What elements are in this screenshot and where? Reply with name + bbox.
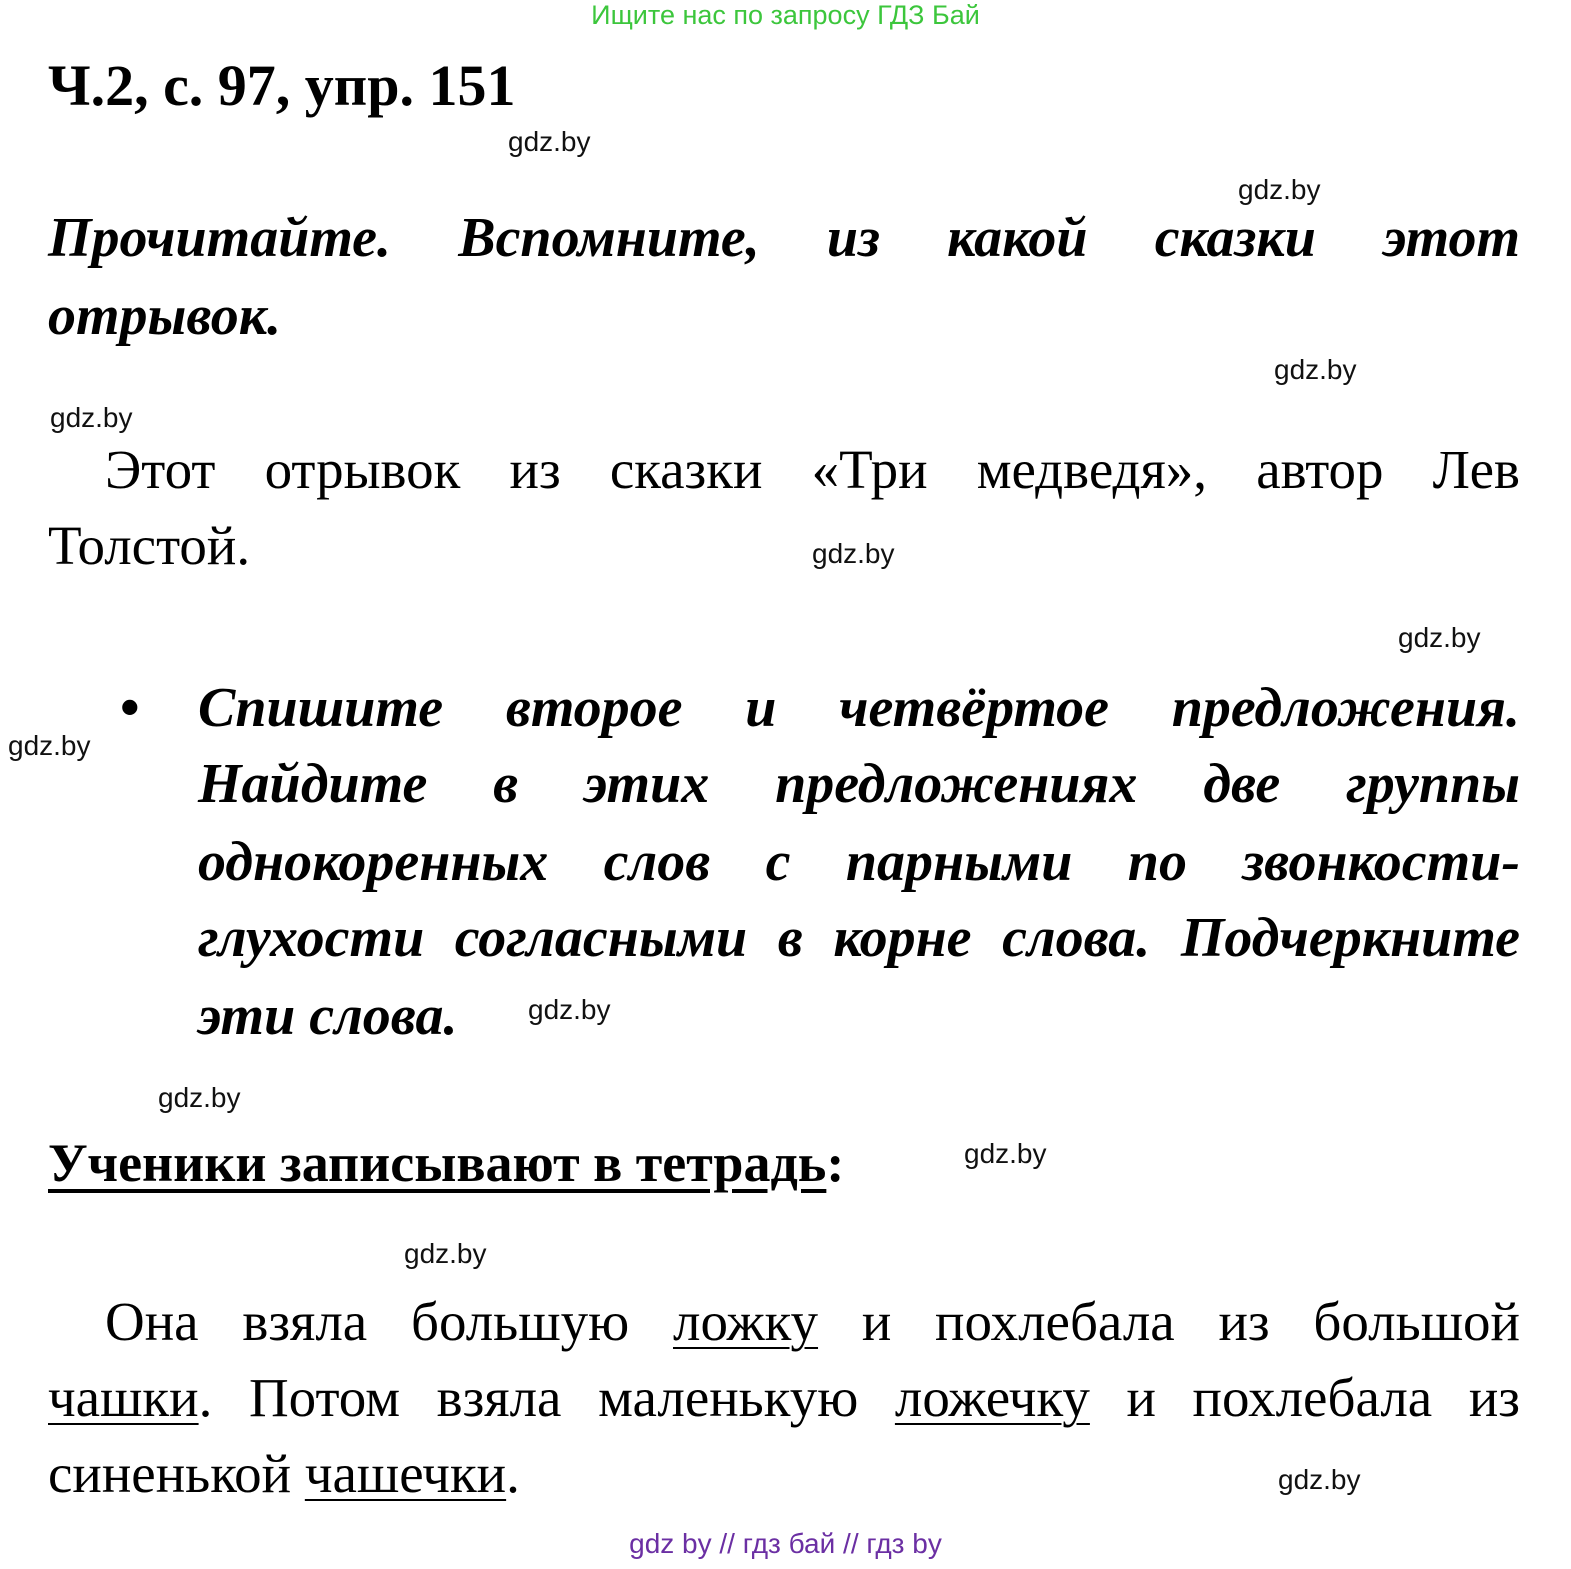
- text-segment: . Потом взяла маленькую: [198, 1367, 895, 1428]
- answer1-line1: Этот отрывок из сказки «Три медведя», автор Лев: [105, 439, 1520, 500]
- text-segment: Она взяла большую: [105, 1291, 673, 1352]
- underlined-word: чашки: [48, 1367, 199, 1428]
- notebook-line2: [48, 1366, 1520, 1429]
- watermark: gdz.by: [8, 730, 91, 761]
- watermark: gdz.by: [404, 1238, 487, 1269]
- watermark: gdz.by: [50, 402, 133, 433]
- task2-line2: Найдите в этих предложениях две группы: [198, 753, 1520, 815]
- watermark: gdz.by: [812, 538, 895, 569]
- watermark: gdz.by: [964, 1138, 1047, 1169]
- text-segment: .: [506, 1443, 520, 1504]
- watermark: gdz.by: [1238, 174, 1321, 205]
- watermark: gdz.by: [1398, 622, 1481, 653]
- notebook-heading: [48, 1132, 844, 1194]
- top-note: Ищите нас по запросу ГДЗ Бай: [591, 0, 980, 30]
- task1-line1: Прочитайте. Вспомните, из какой сказки этот: [48, 207, 1520, 269]
- underlined-word: ложечку: [894, 1367, 1090, 1428]
- notebook-line3: [48, 1442, 520, 1505]
- task2-line4: глухости согласными в корне слова. Подчеркните: [198, 907, 1520, 969]
- page-title: Ч.2, с. 97, упр. 151: [48, 53, 516, 118]
- text-segment: и похлебала из большой: [818, 1291, 1520, 1352]
- answer1-line2: Толстой.: [48, 515, 251, 576]
- footer-links: gdz by // гдз бай // гдз by: [629, 1528, 942, 1559]
- watermark: gdz.by: [158, 1082, 241, 1113]
- watermark: gdz.by: [1278, 1464, 1361, 1495]
- bullet-icon: •: [120, 677, 140, 739]
- notebook-line1: [105, 1290, 1520, 1353]
- underlined-word: чашечки: [304, 1443, 507, 1504]
- notebook-heading-text: Ученики записывают в тетрадь: [48, 1133, 827, 1193]
- task2-line5: эти слова.: [198, 985, 458, 1047]
- task1-line2: отрывок.: [48, 285, 282, 347]
- text-segment: и похлебала из: [1089, 1367, 1520, 1428]
- underlined-word: ложку: [673, 1291, 819, 1352]
- watermark: gdz.by: [1274, 354, 1357, 385]
- watermark: gdz.by: [508, 126, 591, 157]
- task2-line3: однокоренных слов с парными по звонкости-: [198, 831, 1520, 893]
- watermark: gdz.by: [528, 994, 611, 1025]
- notebook-heading-colon: :: [826, 1133, 845, 1193]
- task2-line1: Спишите второе и четвёртое предложения.: [198, 677, 1520, 739]
- text-segment: синенькой: [48, 1443, 305, 1504]
